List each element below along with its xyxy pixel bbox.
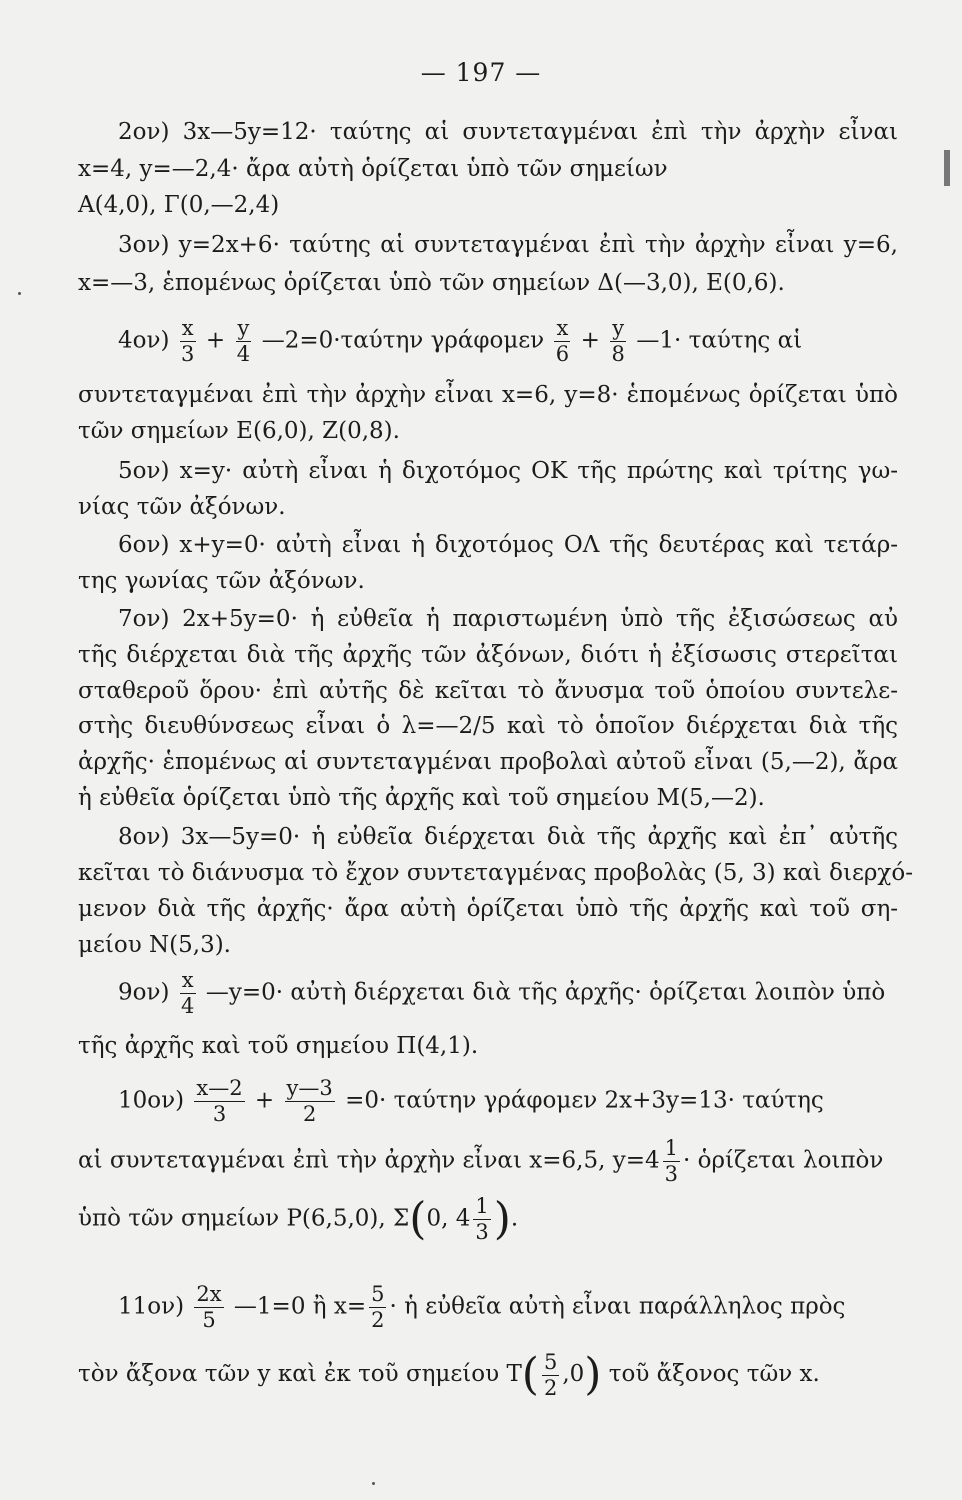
item-11-equation-line [118,1284,898,1331]
close-paren: ) [493,1193,511,1245]
item-5-line-2: νίας τῶν ἀξόνων. [78,494,286,520]
item-6-line-1: 6ον) x+y=0· αὐτὴ εἶναι ἡ διχοτόμος ΟΛ τῆς δευτέρας καὶ τετάρ- [118,532,898,558]
item-label: 4ον) [118,327,170,354]
item-8-line-1: 8ον) 3x—5y=0· ἡ εὐθεῖα διέρχεται διὰ τῆς ἀρχῆς καὶ ἐπ᾽ αὐτῆς [118,824,898,850]
item-4-equation-line [118,318,898,365]
item-7-line-2: τῆς διέρχεται διὰ τῆς ἀρχῆς τῶν ἀξόνων, διότι ἡ ἐξίσωσις στερεῖται [78,642,898,668]
item-2-line-2: x=4, y=—2,4· ἄρα αὐτὴ ὁρίζεται ὑπὸ τῶν σημείων [78,156,668,182]
equation-text: 0, 4 [426,1205,471,1232]
scan-edge-mark [944,150,950,186]
open-paren: ( [521,1349,539,1400]
item-10-line-3 [78,1193,898,1245]
page-number: — 197 — [420,58,542,87]
plus-sign: + [254,1087,275,1114]
equation-text: ,0 [562,1361,585,1387]
scan-speck [372,1482,375,1485]
fraction: $\frac{5}{2}$ [371,1282,385,1332]
fraction: $\frac{x}{3}$ [180,316,195,366]
item-11-line-2 [78,1350,898,1399]
item-9-equation-line [118,970,898,1017]
equation-text: —1· ταύτης αἱ [636,327,803,354]
fraction: $\frac{y—3}{2}$ [286,1076,333,1126]
fraction: $\frac{5}{2}$ [543,1349,558,1400]
equation-text: =0· ταύτην γράφομεν 2x+3y=13· ταύτης [345,1087,824,1114]
item-6-line-2: της γωνίας τῶν ἀξόνων. [78,568,365,594]
item-10-equation-line [118,1078,898,1125]
item-9-line-2: τῆς ἀρχῆς καὶ τοῦ σημείου Π(4,1). [78,1033,479,1059]
item-2-line-1: 2ον) 3x—5y=12· ταύτης αἱ συντεταγμέναι ἐπὶ τὴν ἀρχὴν εἶναι [118,119,898,145]
equation-text: αἱ συντεταγμέναι ἐπὶ τὴν ἀρχὴν εἶναι x=6,5, y=4 [78,1147,660,1174]
item-4-line-2: συντεταγμέναι ἐπὶ τὴν ἀρχὴν εἶναι x=6, y=8· ἑπομένως ὁρίζεται ὑπὸ [78,382,898,408]
fraction: $\frac{x—2}{3}$ [196,1076,243,1126]
equation-text: . [510,1205,519,1232]
open-paren: ( [409,1193,427,1245]
item-7-line-3: σταθεροῦ ὅρου· ἐπὶ αὐτῆς δὲ κεῖται τὸ ἄνυσμα τοῦ ὁποίου συντελε- [78,678,898,704]
item-5-line-1: 5ον) x=y· αὐτὴ εἶναι ἡ διχοτόμος ΟΚ τῆς πρώτης καὶ τρίτης γω- [118,458,898,484]
equation-text: ὑπὸ τῶν σημείων P(6,5,0), Σ [78,1205,410,1232]
item-7-line-1: 7ον) 2x+5y=0· ἡ εὐθεῖα ἡ παριστωμένη ὑπὸ τῆς ἐξισώσεως αὐ [118,606,898,632]
fraction: $\frac{x}{6}$ [555,316,570,366]
item-8-line-3: μενον διὰ τῆς ἀρχῆς· ἄρα αὐτὴ ὁρίζεται ὑπὸ τῆς ἀρχῆς καὶ τοῦ ση- [78,896,898,922]
item-label: 9ον) [118,979,170,1006]
fraction: $\frac{y}{4}$ [236,316,251,366]
item-7-line-5: ἀρχῆς· ἑπομένως αἱ συντεταγμέναι προβολαὶ αὐτοῦ εἶναι (5,—2), ἄρα [78,749,898,775]
fraction: $\frac{1}{3}$ [475,1194,489,1244]
equation-text: —2=0·ταύτην γράφομεν [261,327,545,354]
item-2-line-3: A(4,0), Γ(0,—2,4) [78,192,280,218]
plus-sign: + [205,327,226,354]
item-7-line-6: ἡ εὐθεῖα ὁρίζεται ὑπὸ τῆς ἀρχῆς καὶ τοῦ σημείου M(5,—2). [78,785,765,811]
item-label: 10ον) [118,1087,185,1114]
item-7-line-4: στὴς διευθύνσεως εἶναι ὁ λ=—2/5 καὶ τὸ ὁποῖον διέρχεται διὰ τῆς [78,713,898,739]
close-paren: ) [584,1349,602,1400]
fraction: $\frac{2x}{5}$ [196,1282,222,1332]
equation-text: —1=0 ἢ x= [233,1293,367,1320]
fraction: $\frac{x}{4}$ [180,968,195,1018]
scan-speck [18,292,21,295]
item-8-line-4: μείου N(5,3). [78,932,231,958]
equation-text: τοῦ ἄξονος τῶν x. [608,1361,820,1387]
item-3-line-1: 3ον) y=2x+6· ταύτης αἱ συντεταγμέναι ἐπὶ τὴν ἀρχὴν εἶναι y=6, [118,232,898,258]
plus-sign: + [580,327,600,354]
item-label: 11ον) [118,1293,185,1320]
fraction: $\frac{y}{8}$ [611,316,625,366]
fraction: $\frac{1}{3}$ [664,1136,679,1186]
item-10-line-2 [78,1138,898,1185]
equation-text: · ἡ εὐθεῖα αὐτὴ εἶναι παράλληλος πρὸς [389,1293,846,1320]
item-4-line-3: τῶν σημείων E(6,0), Z(0,8). [78,418,400,444]
equation-text: τὸν ἄξονα τῶν y καὶ ἐκ τοῦ σημείου T [78,1361,522,1387]
equation-text: —y=0· αὐτὴ διέρχεται διὰ τῆς ἀρχῆς· ὁρίζεται λοιπὸν ὑπὸ [205,979,886,1006]
equation-text: · ὁρίζεται λοιπὸν [683,1147,884,1174]
item-3-line-2: x=—3, ἑπομένως ὁρίζεται ὑπὸ τῶν σημείων Δ(—3,0), E(0,6). [78,270,785,296]
item-8-line-2: κεῖται τὸ διάνυσμα τὸ ἔχον συντεταγμένας προβολὰς (5, 3) καὶ διερχό- [78,860,913,886]
